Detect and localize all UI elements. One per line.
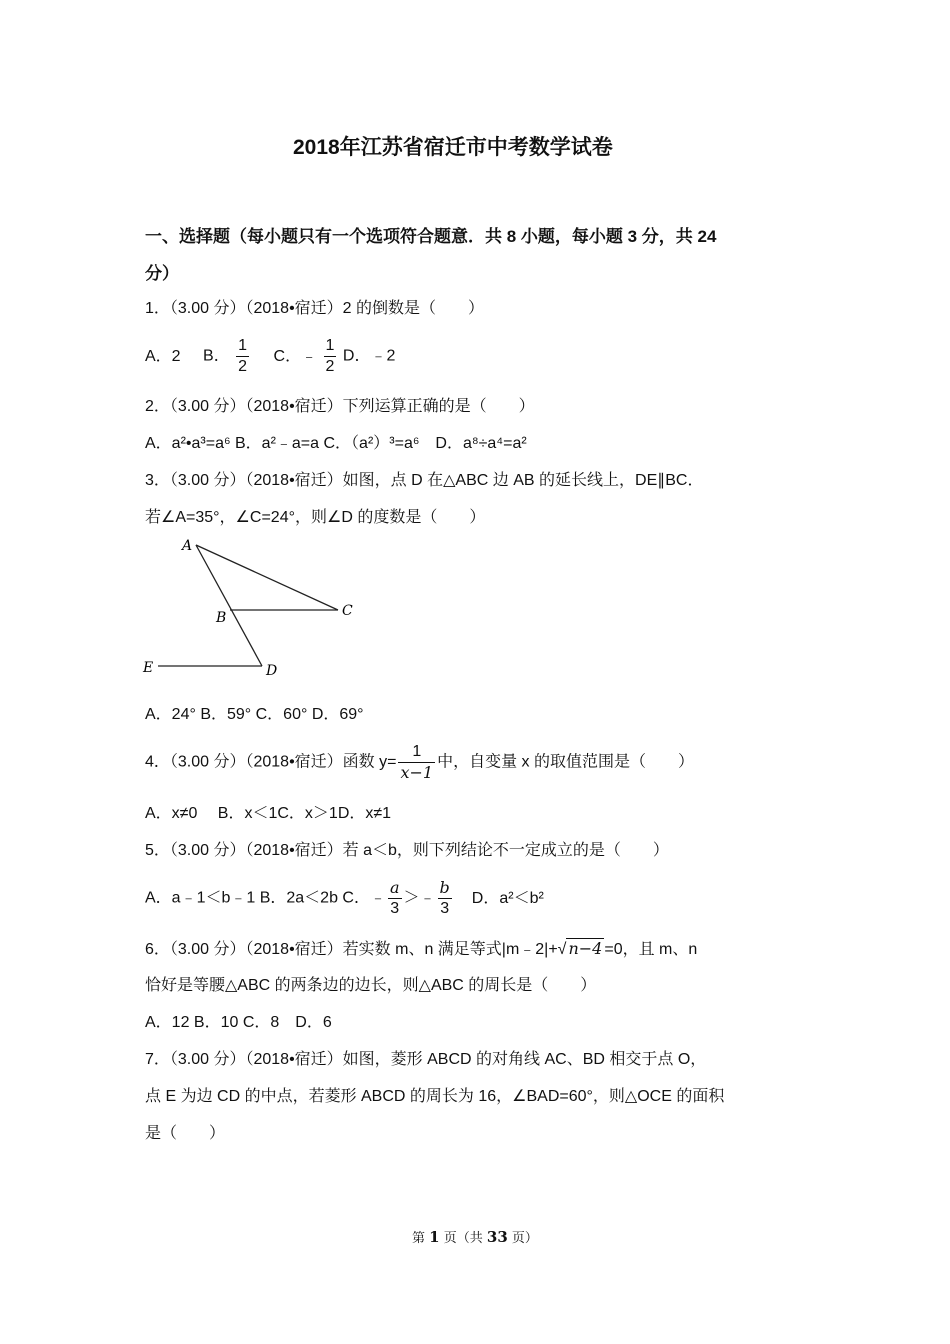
label-a: A [182, 538, 193, 554]
fraction-numerator: b [439, 878, 450, 897]
footer-middle: 页（共 [443, 1231, 483, 1246]
q6-text-pre: 6．（3.00 分）（2018•宿迁）若实数 m、n 满足等式|m﹣2|+√ [145, 941, 567, 958]
q1-option-b-fraction [236, 338, 249, 375]
fraction-numerator: 1 [412, 743, 422, 760]
q1-option-d: D．﹣2 [342, 347, 396, 365]
q5-fraction-b [438, 880, 452, 917]
question-5-options [145, 880, 544, 917]
label-c: C [342, 603, 353, 619]
q6-radicand: n−4 [568, 939, 603, 958]
segment-ac [196, 545, 338, 610]
label-e: E [143, 660, 154, 676]
question-1-stem: 1．（3.00 分）（2018•宿迁）2 的倒数是（ ） [145, 300, 485, 317]
fraction-denominator: 2 [325, 358, 335, 375]
question-3-options: A．24° B．59° C．60° D．69° [145, 706, 364, 723]
question-6-options: A．12 B．10 C．8 D．6 [145, 1014, 332, 1031]
footer-page-number: 1 [429, 1228, 440, 1246]
segment-ad [196, 545, 262, 666]
q1-option-a: A．2 [145, 347, 181, 365]
q6-text-post: =0，且 m、n [604, 941, 698, 958]
page-footer [412, 1230, 538, 1245]
label-b: B [216, 610, 227, 626]
section-heading-line1: 一、选择题（每小题只有一个选项符合题意．共 8 小题，每小题 3 分，共 24 [145, 227, 717, 246]
question-3-line2: 若∠A=35°，∠C=24°，则∠D 的度数是（ ） [145, 509, 486, 526]
fraction-denominator: x−1 [400, 763, 434, 782]
question-2-options: A．a²•a³=a⁶ B．a²﹣a=a C．（a²）³=a⁶ D．a⁸÷a⁴=a² [145, 435, 527, 452]
footer-suffix: 页） [511, 1231, 538, 1246]
triangle-figure [140, 536, 370, 681]
q5-option-d: D．a²＜b² [471, 889, 544, 907]
q5-fraction-a [388, 880, 402, 917]
label-d: D [266, 663, 278, 679]
section-heading-line2: 分） [145, 264, 179, 283]
fraction-denominator: 3 [438, 898, 452, 917]
question-4-stem [145, 744, 694, 781]
question-7-line3: 是（ ） [145, 1125, 226, 1142]
question-7-line1: 7．（3.00 分）（2018•宿迁）如图，菱形 ABCD 的对角线 AC、BD 相交于点 O， [145, 1051, 707, 1068]
fraction-denominator: 3 [388, 898, 402, 917]
question-5-stem: 5．（3.00 分）（2018•宿迁）若 a＜b，则下列结论不一定成立的是（ ） [145, 842, 669, 859]
q4-fraction [398, 744, 435, 781]
fraction-denominator: 2 [238, 358, 248, 375]
fraction-numerator: 1 [238, 337, 248, 354]
q4-text-post: 中，自变量 x 的取值范围是（ ） [437, 753, 694, 771]
question-2-stem: 2．（3.00 分）（2018•宿迁）下列运算正确的是（ ） [145, 398, 535, 415]
question-1-options [145, 338, 395, 375]
question-3-line1: 3．（3.00 分）（2018•宿迁）如图，点 D 在△ABC 边 AB 的延长线上，DE∥BC． [145, 472, 704, 489]
question-7-line2: 点 E 为边 CD 的中点，若菱形 ABCD 的周长为 16，∠BAD=60°，则△OCE 的面积 [145, 1088, 725, 1105]
page-title: 2018年江苏省宿迁市中考数学试卷 [293, 136, 613, 159]
q4-text-pre: 4．（3.00 分）（2018•宿迁）函数 y= [145, 753, 397, 771]
q5-greater-than: ＞﹣ [403, 889, 436, 907]
question-6-line1 [145, 941, 697, 958]
footer-total-pages: 33 [486, 1228, 508, 1246]
fraction-numerator: a [389, 878, 400, 897]
question-4-options: A．x≠0 B．x＜1C．x＞1D．x≠1 [145, 805, 392, 822]
q5-options-ab: A．a﹣1＜b﹣1 B．2a＜2b C．﹣ [145, 889, 386, 907]
fraction-numerator: 1 [325, 337, 335, 354]
q1-option-c-fraction [324, 338, 337, 375]
question-6-line2: 恰好是等腰△ABC 的两条边的边长，则△ABC 的周长是（ ） [145, 977, 597, 994]
footer-prefix: 第 [412, 1231, 426, 1246]
q1-option-b: B． [203, 347, 230, 365]
q1-option-c: C．﹣ [273, 347, 318, 365]
